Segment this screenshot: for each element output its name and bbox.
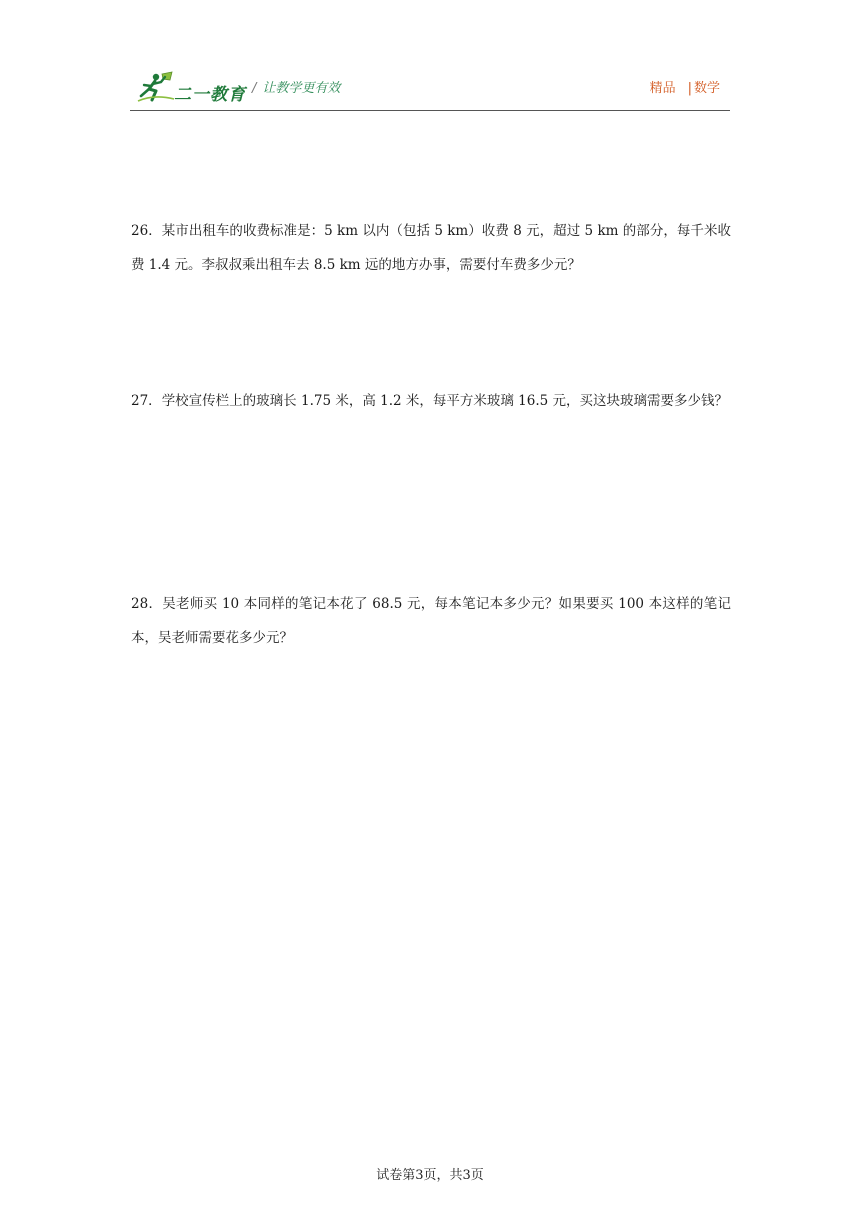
question-text: 吴老师买 10 本同样的笔记本花了 68.5 元，每本笔记本多少元？如果要买 100 本这样的笔记本，吴老师需要花多少元？: [131, 596, 731, 646]
slogan: [252, 77, 340, 96]
category-label-quality: 精品: [649, 81, 676, 96]
question-number: 28．: [131, 596, 163, 612]
category-divider: |: [687, 81, 692, 96]
header-divider: [130, 110, 730, 111]
logo-text: 二一教育: [174, 85, 246, 105]
brand-logo: [136, 70, 246, 104]
slogan-text: 让教学更有效: [262, 81, 341, 96]
question-text: 学校宣传栏上的玻璃长 1.75 米，高 1.2 米，每平方米玻璃 16.5 元，买这块玻璃需要多少钱？: [161, 393, 729, 409]
question-text: 某市出租车的收费标准是：5 km 以内（包括 5 km）收费 8 元，超过 5 km 的部分，每千米收费 1.4 元。李叔叔乘出租车去 8.5 km 远的地方办事，需要付车费多少元？: [131, 223, 731, 273]
question-28: [131, 587, 731, 655]
question-number: 27．: [131, 393, 162, 409]
question-26: [131, 214, 731, 282]
runner-logo-icon: [136, 70, 176, 104]
page-number: 试卷第3页，共3页: [376, 1168, 484, 1183]
question-number: 26．: [131, 223, 162, 239]
slogan-divider: /: [252, 81, 257, 96]
page-header: [130, 62, 730, 112]
header-category: [650, 77, 720, 96]
category-label-subject: 数学: [693, 81, 720, 96]
question-27: [131, 384, 731, 418]
page-footer: [0, 1164, 860, 1183]
